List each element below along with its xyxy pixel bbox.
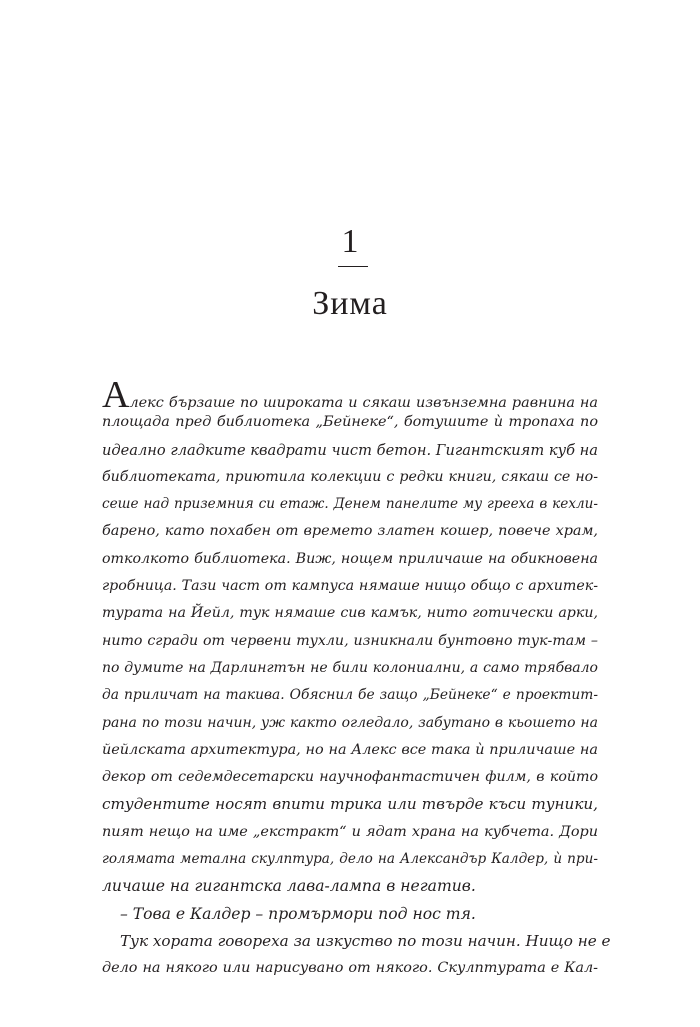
text-line-content: лекс бързаше по широката и сякаш извънземна равнина на [129, 395, 598, 411]
text-line: библиотеката, приютила колекции с редки книги, сякаш се но- [102, 468, 598, 485]
chapter-title: Зима [312, 285, 388, 322]
text-line: декор от седемдесетарски научнофантастичен филм, в който [102, 769, 598, 786]
text-line: дело на някого или нарисувано от някого. Скулптурата е Кал- [102, 960, 598, 977]
text-line: Тук хората говореха за изкуство по този начин. Нищо не е [120, 931, 611, 950]
text-line: турата на Йейл, тук нямаше сив камък, нито готически арки, [102, 605, 598, 622]
text-line: личаше на гигантска лава-лампа в негатив. [102, 877, 476, 896]
text-line: гробница. Тази част от кампуса нямаше нищо общо с архитек- [102, 578, 598, 595]
text-line: нито сгради от червени тухли, изникнали бунтовно тук-там – [102, 632, 598, 649]
chapter-number: 1 [341, 223, 359, 260]
text-line: площада пред библиотека „Бейнеке“, ботушите ѝ тропаха по [102, 414, 598, 431]
text-line: студентите носят впити трика или твърде къси туники, [102, 795, 598, 814]
text-line: да приличат на такива. Обяснил бе защо „Бейнеке“ е проектит- [102, 687, 598, 704]
text-line: барено, като похабен от времето златен кошер, повече храм, [102, 523, 598, 540]
text-line [102, 374, 598, 416]
text-line: по думите на Дарлингтън не били колониални, а само трябвало [102, 659, 598, 676]
text-line: отколкото библиотека. Виж, нощем приличаше на обикновена [102, 550, 598, 567]
text-line: голямата метална скулптура, дело на Александър Калдер, ѝ при- [102, 851, 598, 868]
chapter-divider [338, 266, 368, 267]
text-line: йейлската архитектура, но на Алекс все така ѝ приличаше на [102, 741, 598, 758]
text-line: пият нещо на име „екстракт“ и ядат храна на кубчета. Дори [102, 823, 598, 840]
text-line: идеално гладките квадрати чист бетон. Гигантският куб на [102, 441, 598, 459]
text-line: сеше над приземния си етаж. Денем панелите му грееха в кехли- [102, 496, 598, 513]
text-line: рана по този начин, уж както огледало, забутано в кьошето на [102, 714, 598, 731]
text-line: – Това е Калдер – промърмори под нос тя. [120, 904, 476, 923]
body-text [102, 374, 611, 983]
drop-cap: А [102, 374, 130, 416]
